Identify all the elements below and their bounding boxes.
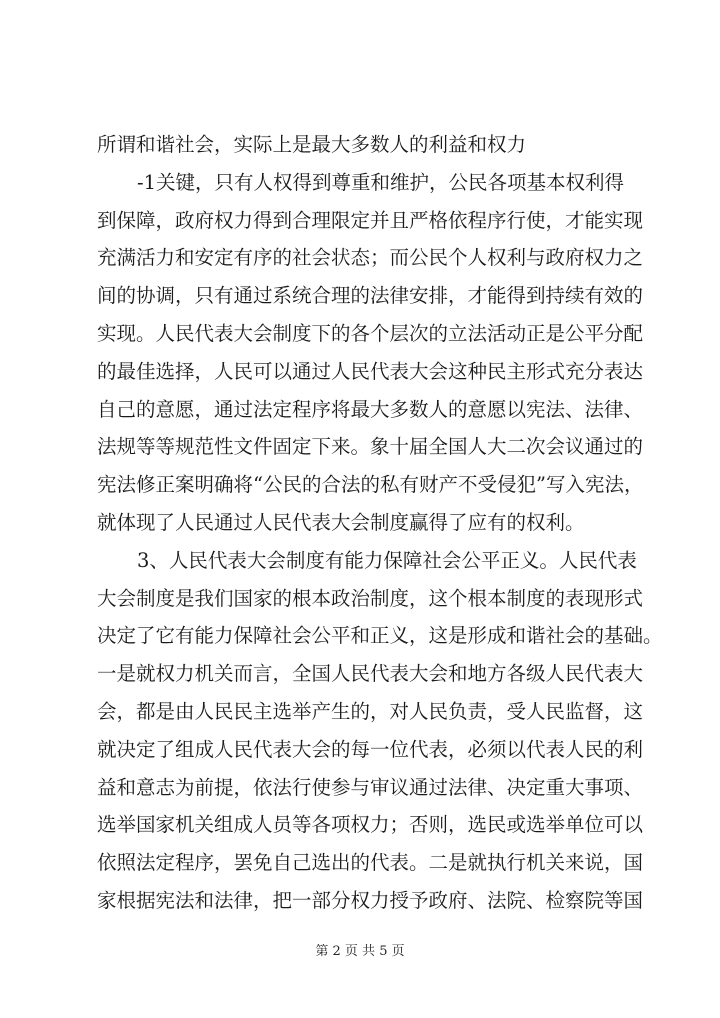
- text-line: 到保障，政府权力得到合理限定并且严格依程序行使，才能实现: [97, 208, 644, 232]
- text-line: 宪法修正案明确将“公民的合法的私有财产不受侵犯”写入宪法，: [97, 473, 644, 497]
- text-line: 实现。人民代表大会制度下的各个层次的立法活动正是公平分配: [97, 321, 644, 345]
- text-line: 法规等等规范性文件固定下来。象十届全国人大二次会议通过的: [97, 435, 644, 459]
- text-line: 一是就权力机关而言，全国人民代表大会和地方各级人民代表大: [97, 662, 644, 686]
- body-text: [97, 126, 663, 920]
- text-line: 选举国家机关组成人员等各项权力；否则，选民或选举单位可以: [97, 813, 644, 837]
- text-line: 就决定了组成人民代表大会的每一位代表，必须以代表人民的利: [97, 737, 644, 761]
- text-line: 自己的意愿，通过法定程序将最大多数人的意愿以宪法、法律、: [97, 397, 644, 421]
- text-line: -1关键，只有人权得到尊重和维护，公民各项基本权利得: [137, 170, 624, 194]
- text-line: 依照法定程序，罢免自己选出的代表。二是就执行机关来说，国: [97, 851, 644, 875]
- page-number-footer: 第 2 页 共 5 页: [315, 944, 405, 959]
- text-line: 决定了它有能力保障社会公平和正义，这是形成和谐社会的基础。: [97, 624, 663, 648]
- text-line: 的最佳选择，人民可以通过人民代表大会这种民主形式充分表达: [97, 359, 644, 383]
- text-line: 益和意志为前提，依法行使参与审议通过法律、决定重大事项、: [97, 775, 644, 799]
- text-line: 充满活力和安定有序的社会状态；而公民个人权利与政府权力之: [97, 246, 644, 270]
- text-line: 大会制度是我们国家的根本政治制度，这个根本制度的表现形式: [97, 586, 644, 610]
- text-line: 会，都是由人民民主选举产生的，对人民负责，受人民监督，这: [97, 699, 644, 723]
- text-line: 家根据宪法和法律，把一部分权力授予政府、法院、检察院等国: [97, 888, 644, 912]
- text-line: 间的协调，只有通过系统合理的法律安排，才能得到持续有效的: [97, 284, 644, 308]
- text-line: 3、人民代表大会制度有能力保障社会公平正义。人民代表: [137, 548, 637, 572]
- text-line: 就体现了人民通过人民代表大会制度赢得了应有的权利。: [97, 510, 585, 534]
- text-line: 所谓和谐社会，实际上是最大多数人的利益和权力: [97, 133, 527, 156]
